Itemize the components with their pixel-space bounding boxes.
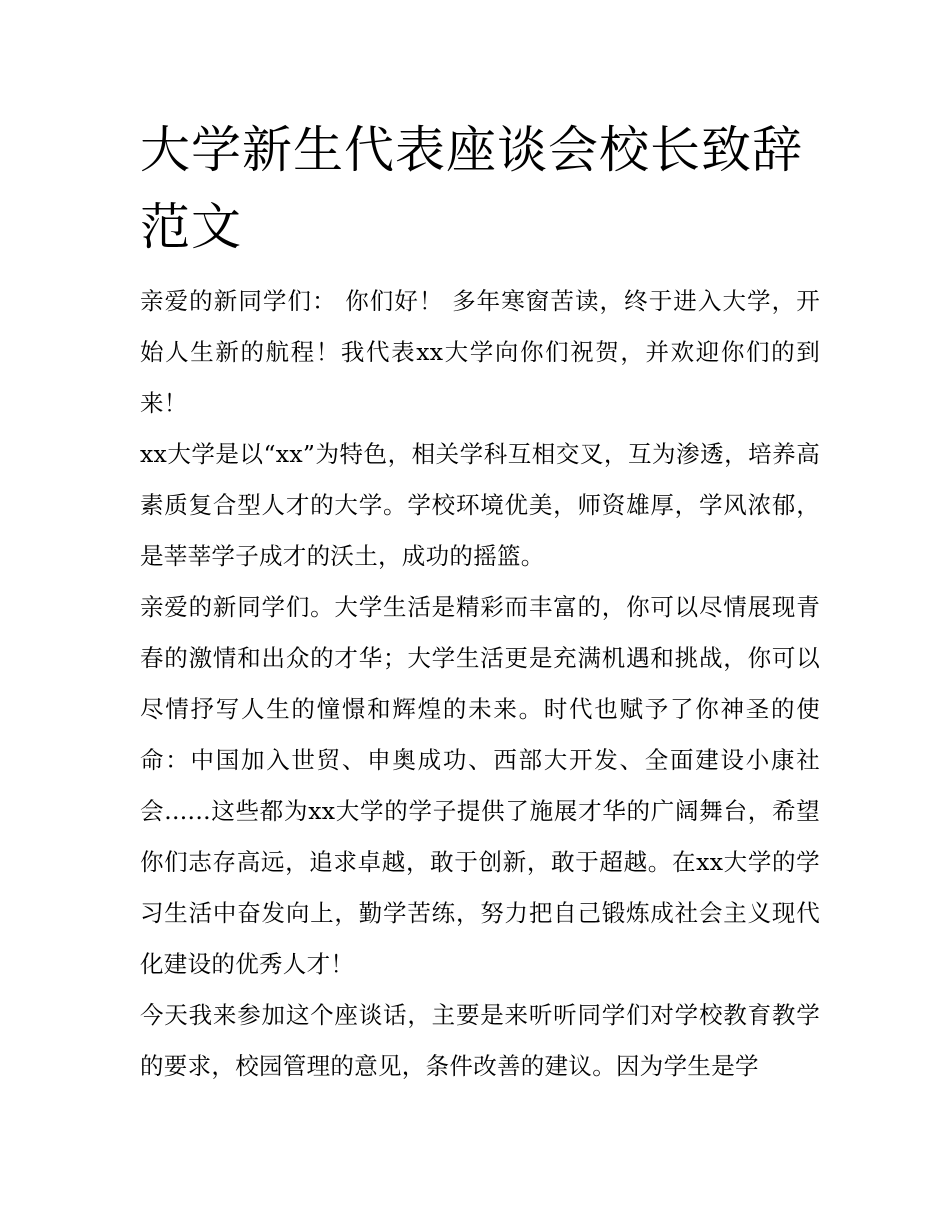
paragraph-4: 今天我来参加这个座谈话，主要是来听听同学们对学校教育教学的要求，校园管理的意见，条件改善的建议。因为学生是学	[140, 1001, 820, 1080]
paragraph-1: 亲爱的新同学们： 你们好！ 多年寒窗苦读，终于进入大学，开始人生新的航程！我代表xx大学向你们祝贺，并欢迎你们的到来！	[140, 287, 820, 417]
document-page	[140, 112, 820, 1092]
paragraph-3: 亲爱的新同学们。大学生活是精彩而丰富的，你可以尽情展现青春的激情和出众的才华；大学生活更是充满机遇和挑战，你可以尽情抒写人生的憧憬和辉煌的未来。时代也赋予了你神圣的使命：中国加入世贸、申奥成功、西部大开发、全面建设小康社会......这些都为xx大学的学子提供了施展才华的广阔舞台，希望你们志存高远，追求卓越，敢于创新，敢于超越。在xx大学的学习生活中奋发向上，勤学苦练，努力把自己锻炼成社会主义现代化建设的优秀人才！	[140, 593, 820, 978]
document-title: 大学新生代表座谈会校长致辞范文	[140, 121, 803, 256]
paragraph-2: xx大学是以“xx”为特色，相关学科互相交叉，互为渗透，培养高素质复合型人才的大学。学校环境优美，师资雄厚，学风浓郁，是莘莘学子成才的沃土，成功的摇篮。	[140, 440, 820, 570]
